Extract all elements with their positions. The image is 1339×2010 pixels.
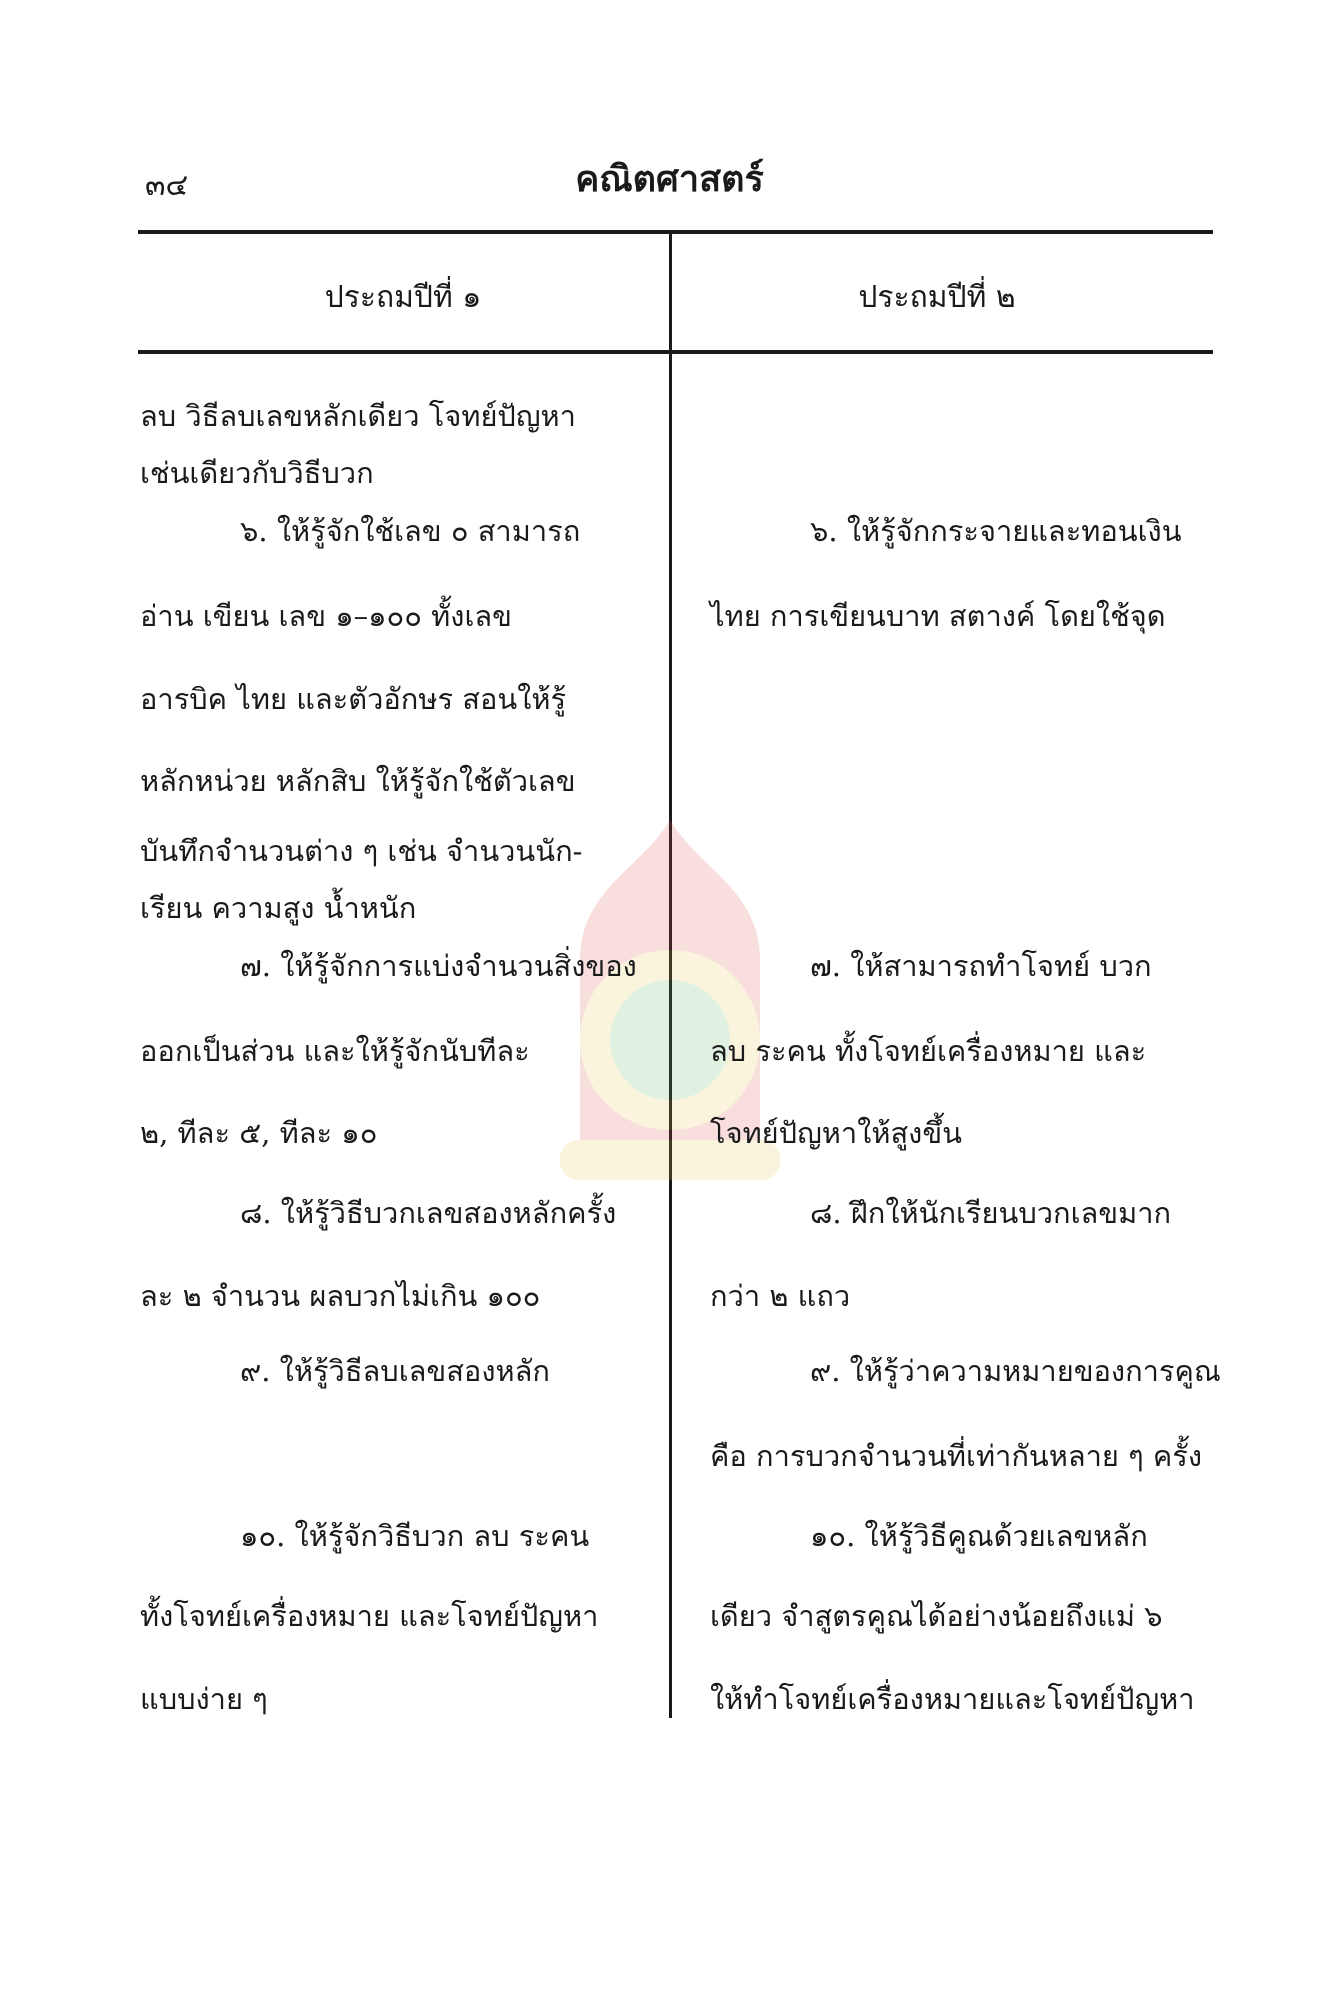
left-line-13: ละ ๒ จำนวน ผลบวกไม่เกิน ๑๐๐: [140, 1279, 541, 1313]
left-line-8: เรียน ความสูง น้ำหนัก: [140, 891, 417, 925]
left-line-10: ออกเป็นส่วน และให้รู้จักนับทีละ: [140, 1034, 530, 1068]
left-line-11: ๒, ทีละ ๕, ทีละ ๑๐: [140, 1116, 378, 1150]
left-line-6: หลักหน่วย หลักสิบ ให้รู้จักใช้ตัวเลข: [140, 764, 576, 798]
left-line-1: ลบ วิธีลบเลขหลักเดียว โจทย์ปัญหา: [140, 399, 576, 433]
left-line-15: ๑๐. ให้รู้จักวิธีบวก ลบ ระคน: [240, 1519, 590, 1553]
page-title: คณิตศาสตร์: [575, 158, 764, 200]
left-line-3: ๖. ให้รู้จักใช้เลข ๐ สามารถ: [240, 514, 581, 548]
right-line-6: ๘. ฝึกให้นักเรียนบวกเลขมาก: [810, 1196, 1172, 1230]
left-line-14: ๙. ให้รู้วิธีลบเลขสองหลัก: [240, 1354, 550, 1388]
right-line-3: ๗. ให้สามารถทำโจทย์ บวก: [810, 949, 1152, 983]
column-header-grade-2: ประถมปีที่ ๒: [858, 280, 1016, 315]
column-header-grade-1: ประถมปีที่ ๑: [324, 280, 482, 315]
left-line-2: เช่นเดียวกับวิธีบวก: [140, 456, 374, 490]
right-line-11: เดียว จำสูตรคูณได้อย่างน้อยถึงแม่ ๖: [710, 1599, 1163, 1633]
right-line-5: โจทย์ปัญหาให้สูงขึ้น: [710, 1116, 962, 1150]
page-number: ๓๔: [145, 168, 189, 203]
left-line-9: ๗. ให้รู้จักการแบ่งจำนวนสิ่งของ: [240, 949, 637, 983]
right-line-10: ๑๐. ให้รู้วิธีคูณด้วยเลขหลัก: [810, 1519, 1148, 1553]
right-line-12: ให้ทำโจทย์เครื่องหมายและโจทย์ปัญหา: [710, 1682, 1195, 1716]
right-line-8: ๙. ให้รู้ว่าความหมายของการคูณ: [810, 1354, 1221, 1388]
left-line-5: อารบิค ไทย และตัวอักษร สอนให้รู้: [140, 682, 567, 716]
table-header-rule: [138, 350, 1213, 354]
right-line-2: ไทย การเขียนบาท สตางค์ โดยใช้จุด: [710, 599, 1166, 633]
left-line-17: แบบง่าย ๆ: [140, 1682, 268, 1716]
table-top-rule: [138, 230, 1213, 234]
left-line-16: ทั้งโจทย์เครื่องหมาย และโจทย์ปัญหา: [140, 1599, 599, 1633]
right-line-7: กว่า ๒ แถว: [710, 1279, 851, 1313]
left-line-4: อ่าน เขียน เลข ๑–๑๐๐ ทั้งเลข: [140, 599, 512, 633]
left-line-12: ๘. ให้รู้วิธีบวกเลขสองหลักครั้ง: [240, 1196, 617, 1230]
right-line-9: คือ การบวกจำนวนที่เท่ากันหลาย ๆ ครั้ง: [710, 1439, 1203, 1473]
right-line-1: ๖. ให้รู้จักกระจายและทอนเงิน: [810, 514, 1182, 548]
left-line-7: บันทึกจำนวนต่าง ๆ เช่น จำนวนนัก-: [140, 834, 583, 868]
right-line-4: ลบ ระคน ทั้งโจทย์เครื่องหมาย และ: [710, 1034, 1147, 1068]
